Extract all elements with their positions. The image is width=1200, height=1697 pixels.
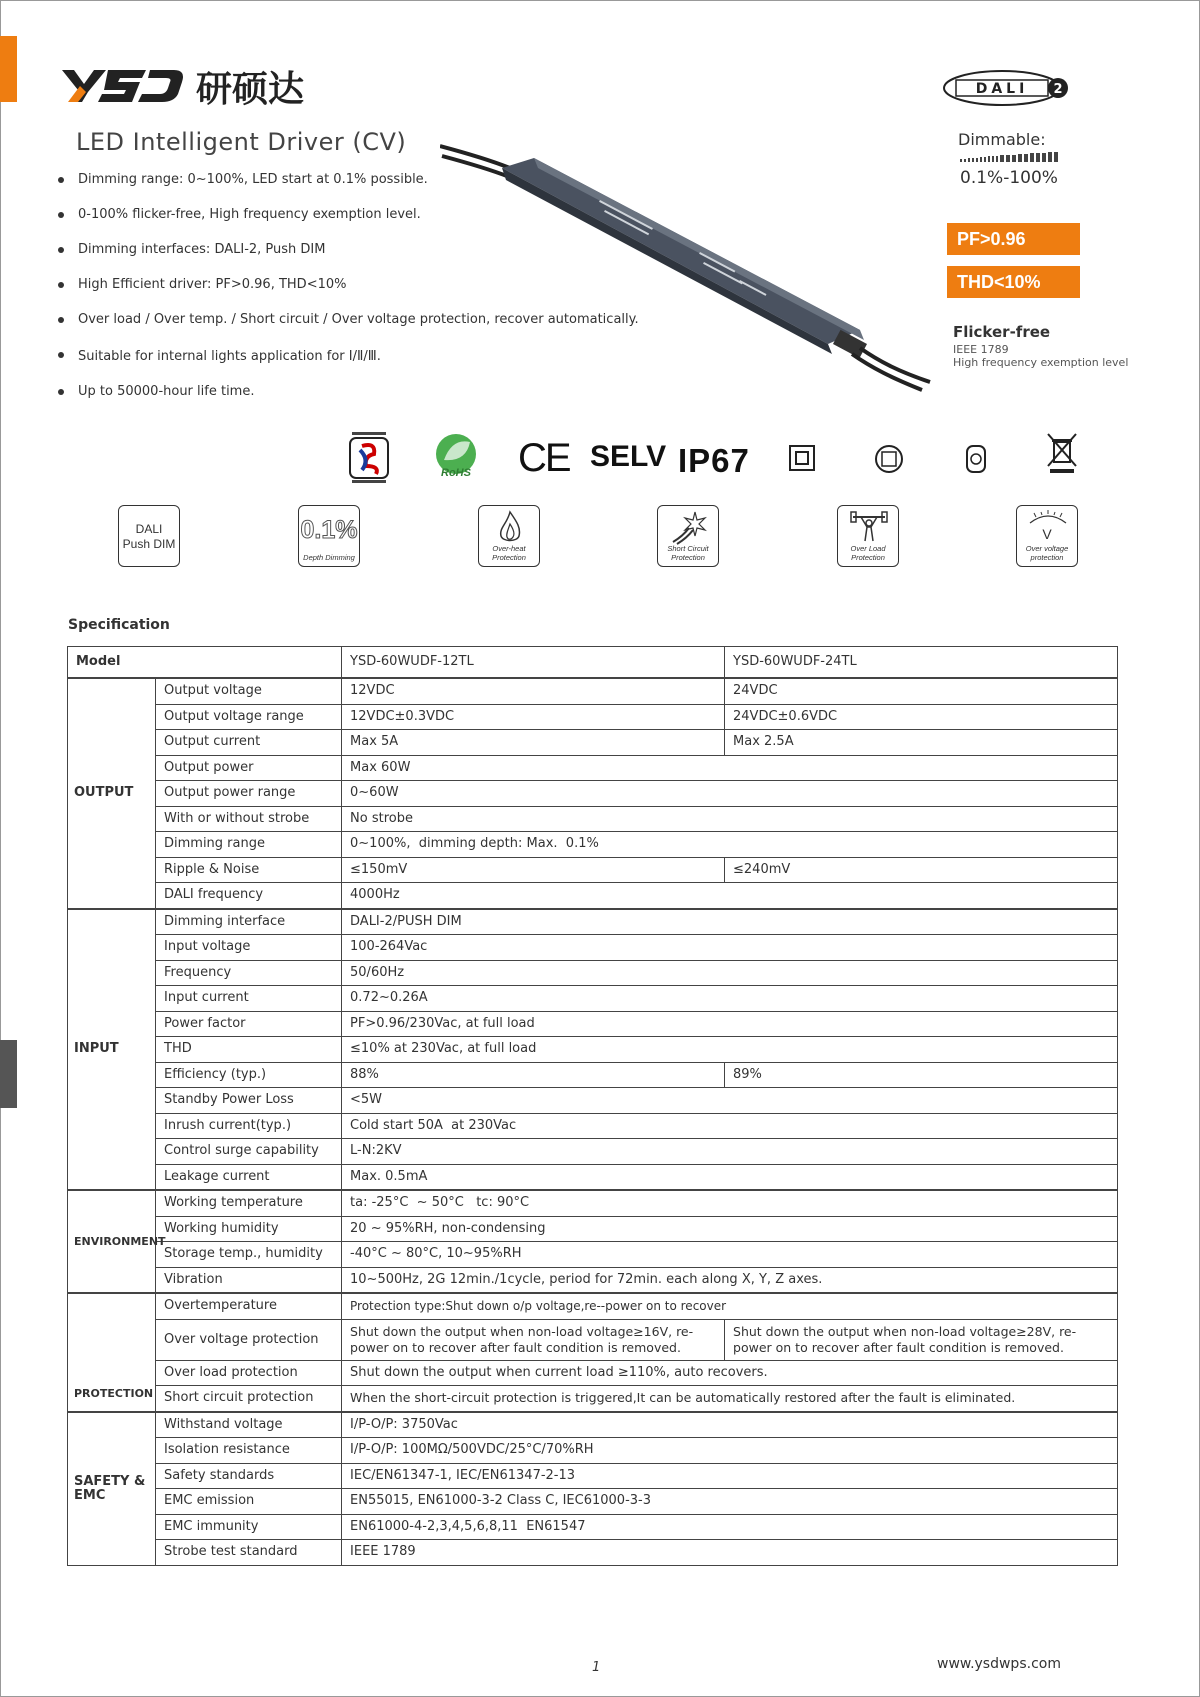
- dimming-bar: [976, 158, 978, 162]
- dimming-bar: [964, 159, 966, 162]
- flicker-free-title: Flicker-free: [953, 323, 1051, 341]
- weightlifter-icon: [849, 509, 889, 545]
- row-label: Power factor: [156, 1011, 342, 1037]
- table-row: [68, 1514, 1118, 1540]
- built-in-driver-icon: [964, 444, 988, 474]
- short-circuit-caption: [658, 544, 718, 562]
- row-value: When the short-circuit protection is triggered,It can be automatically restored after the fault is eliminated.: [342, 1386, 1118, 1412]
- row-label: Leakage current: [156, 1164, 342, 1190]
- row-value: I/P-O/P: 3750Vac: [342, 1412, 1118, 1438]
- flame-icon: [495, 510, 525, 546]
- category-environment: ENVIRONMENT: [68, 1190, 156, 1293]
- row-value: Shut down the output when non-load voltage≥16V, re-power on to recover after fault condition is removed.: [342, 1319, 725, 1360]
- dimming-bar: [992, 156, 994, 162]
- row-label: Working temperature: [156, 1190, 342, 1216]
- voltage-symbol: V: [1042, 526, 1052, 542]
- dimmable-range: 0.1%-100%: [960, 168, 1058, 188]
- rohs-icon: [432, 432, 480, 480]
- row-value: I/P-O/P: 100MΩ/500VDC/25°C/70%RH: [342, 1438, 1118, 1464]
- table-header-row: [68, 647, 1118, 679]
- table-row: [68, 986, 1118, 1012]
- dimming-bar: [984, 157, 986, 162]
- row-label: Withstand voltage: [156, 1412, 342, 1438]
- dimming-bar: [972, 158, 974, 162]
- thd-badge: THD<10%: [947, 266, 1080, 298]
- table-row: [68, 1386, 1118, 1412]
- dali-logo-text: DALI: [975, 81, 1029, 97]
- model-label: Model: [68, 647, 342, 679]
- table-row: [68, 1489, 1118, 1515]
- row-label: Output voltage: [156, 678, 342, 704]
- row-label: Short circuit protection: [156, 1386, 342, 1412]
- row-value: EN55015, EN61000-3-2 Class C, IEC61000-3-3: [342, 1489, 1118, 1515]
- category-safety-emc: SAFETY & EMC: [68, 1412, 156, 1566]
- row-value: Shut down the output when current load ≥110%, auto recovers.: [342, 1360, 1118, 1386]
- row-label: Over voltage protection: [156, 1319, 342, 1360]
- row-value: Max 5A: [342, 730, 725, 756]
- gray-edge-tab: [0, 1040, 17, 1108]
- row-value: 88%: [342, 1062, 725, 1088]
- caption-line2: Protection: [851, 553, 885, 562]
- dimming-bar: [960, 159, 962, 162]
- category-input: INPUT: [68, 909, 156, 1191]
- caption-line1: Over-heat: [492, 544, 526, 553]
- caption-line1: Over Load: [850, 544, 886, 553]
- independent-use-icon: [874, 444, 904, 474]
- dimming-bar: [1024, 154, 1028, 162]
- row-label: Input voltage: [156, 935, 342, 961]
- feature-item: 0-100% flicker-free, High frequency exemption level.: [58, 207, 678, 242]
- table-row: [68, 1216, 1118, 1242]
- row-value: 24VDC: [725, 678, 1118, 704]
- table-row: [68, 1062, 1118, 1088]
- dimming-bar: [980, 157, 982, 162]
- table-row: [68, 1113, 1118, 1139]
- row-value: 0~60W: [342, 781, 1118, 807]
- weee-bin-icon: [1046, 432, 1078, 474]
- table-row: [68, 1540, 1118, 1566]
- dimming-bar: [1012, 155, 1016, 162]
- table-row: [68, 704, 1118, 730]
- row-value: DALI-2/PUSH DIM: [342, 909, 1118, 935]
- dimming-bar: [968, 158, 970, 162]
- flicker-free-details: [953, 343, 1128, 369]
- table-row: [68, 832, 1118, 858]
- feature-item: Dimming interfaces: DALI-2, Push DIM: [58, 242, 678, 277]
- caption-line2: Protection: [492, 553, 526, 562]
- specification-heading: Specification: [68, 617, 170, 633]
- feature-item: Suitable for internal lights application for Ⅰ/Ⅱ/Ⅲ.: [58, 347, 678, 384]
- row-value: 4000Hz: [342, 883, 1118, 909]
- short-circuit-protection-icon: [657, 505, 719, 567]
- row-label: Strobe test standard: [156, 1540, 342, 1566]
- table-row: [68, 730, 1118, 756]
- over-heat-caption: [479, 544, 539, 562]
- row-value: 89%: [725, 1062, 1118, 1088]
- dali-push-dim-feature-icon: [118, 505, 180, 567]
- row-value: 0~100%, dimming depth: Max. 0.1%: [342, 832, 1118, 858]
- row-label: EMC emission: [156, 1489, 342, 1515]
- row-value: 10~500Hz, 2G 12min./1cycle, period for 72min. each along X, Y, Z axes.: [342, 1267, 1118, 1293]
- dimming-bar: [1036, 153, 1040, 162]
- row-label: Over load protection: [156, 1360, 342, 1386]
- caption-line1: Over voltage: [1025, 544, 1069, 553]
- table-row: [68, 909, 1118, 935]
- row-value: 12VDC: [342, 678, 725, 704]
- dimming-bar: [1048, 152, 1052, 162]
- row-label: DALI frequency: [156, 883, 342, 909]
- row-value: No strobe: [342, 806, 1118, 832]
- table-row: [68, 1360, 1118, 1386]
- row-label: Overtemperature: [156, 1293, 342, 1319]
- table-row: [68, 1412, 1118, 1438]
- website-link[interactable]: www.ysdwps.com: [937, 1656, 1061, 1672]
- voltmeter-scale-icon: [1026, 509, 1070, 525]
- row-label: Output voltage range: [156, 704, 342, 730]
- row-label: Input current: [156, 986, 342, 1012]
- row-label: Output current: [156, 730, 342, 756]
- row-label: EMC immunity: [156, 1514, 342, 1540]
- row-value: L-N:2KV: [342, 1139, 1118, 1165]
- caption-line2: Protection: [671, 553, 705, 562]
- row-label: Ripple & Noise: [156, 857, 342, 883]
- table-row: [68, 1011, 1118, 1037]
- row-label: Inrush current(typ.): [156, 1113, 342, 1139]
- category-output: OUTPUT: [68, 678, 156, 909]
- dimming-bar: [1042, 153, 1046, 162]
- ce-mark: CE: [518, 436, 570, 480]
- row-label: Isolation resistance: [156, 1438, 342, 1464]
- row-label: Vibration: [156, 1267, 342, 1293]
- table-row: [68, 1319, 1118, 1360]
- row-value: ≤240mV: [725, 857, 1118, 883]
- row-label: Dimming interface: [156, 909, 342, 935]
- row-value: Shut down the output when non-load voltage≥28V, re-power on to recover after fault condition is removed.: [725, 1319, 1118, 1360]
- table-row: [68, 755, 1118, 781]
- class-ii-double-square-icon: [788, 444, 816, 472]
- flicker-level: High frequency exemption level: [953, 356, 1129, 369]
- dimming-level-bars: [960, 152, 1058, 162]
- row-value: Cold start 50A at 230Vac: [342, 1113, 1118, 1139]
- over-voltage-protection-icon: [1016, 505, 1078, 567]
- row-value: 0.72~0.26A: [342, 986, 1118, 1012]
- page-title: LED Intelligent Driver (CV): [76, 128, 407, 156]
- feature-item: Up to 50000-hour life time.: [58, 384, 678, 419]
- row-value: 12VDC±0.3VDC: [342, 704, 725, 730]
- model-col-24v: YSD-60WUDF-24TL: [725, 647, 1118, 679]
- dimming-bar: [1000, 155, 1004, 162]
- row-label: Storage temp., humidity: [156, 1242, 342, 1268]
- specification-table: [67, 646, 1118, 1566]
- row-label: Efficiency (typ.): [156, 1062, 342, 1088]
- row-label: Output power range: [156, 781, 342, 807]
- table-row: [68, 806, 1118, 832]
- row-label: Standby Power Loss: [156, 1088, 342, 1114]
- row-value: 24VDC±0.6VDC: [725, 704, 1118, 730]
- row-value: EN61000-4-2,3,4,5,6,8,11 EN61547: [342, 1514, 1118, 1540]
- row-label: Working humidity: [156, 1216, 342, 1242]
- caption-line2: protection: [1030, 553, 1064, 562]
- over-load-protection-icon: [837, 505, 899, 567]
- pf-badge: PF>0.96: [947, 223, 1080, 255]
- row-label: Control surge capability: [156, 1139, 342, 1165]
- ysd-logo-mark: [62, 66, 186, 106]
- row-value: ta: -25°C ~ 50°C tc: 90°C: [342, 1190, 1118, 1216]
- selv-mark: SELV: [590, 440, 667, 473]
- table-row: [68, 960, 1118, 986]
- over-heat-protection-icon: [478, 505, 540, 567]
- table-row: [68, 678, 1118, 704]
- table-row: [68, 1190, 1118, 1216]
- row-value: PF>0.96/230Vac, at full load: [342, 1011, 1118, 1037]
- dimming-bar: [1018, 154, 1022, 162]
- row-value: 100-264Vac: [342, 935, 1118, 961]
- dimming-bar: [988, 156, 990, 162]
- row-label: Safety standards: [156, 1463, 342, 1489]
- table-row: [68, 1088, 1118, 1114]
- row-label: Output power: [156, 755, 342, 781]
- row-label: Frequency: [156, 960, 342, 986]
- table-row: [68, 781, 1118, 807]
- row-label: With or without strobe: [156, 806, 342, 832]
- row-value: Max 2.5A: [725, 730, 1118, 756]
- caption-line1: Short Circuit: [667, 544, 709, 553]
- feature-icon-line2: Push DIM: [122, 537, 176, 551]
- model-col-12v: YSD-60WUDF-12TL: [342, 647, 725, 679]
- row-label: Dimming range: [156, 832, 342, 858]
- row-value: IEEE 1789: [342, 1540, 1118, 1566]
- depth-dimming-feature-icon: [298, 505, 360, 567]
- table-row: [68, 1037, 1118, 1063]
- page-number: 1: [592, 1660, 601, 1675]
- rohs-label: RoHS: [441, 467, 471, 479]
- dali-logo-version: 2: [1053, 82, 1063, 97]
- spark-icon: [669, 508, 709, 546]
- table-row: [68, 857, 1118, 883]
- row-value: -40°C ~ 80°C, 10~95%RH: [342, 1242, 1118, 1268]
- depth-dimming-value: 0.1%: [300, 516, 358, 544]
- row-value: IEC/EN61347-1, IEC/EN61347-2-13: [342, 1463, 1118, 1489]
- table-row: [68, 1267, 1118, 1293]
- table-row: [68, 1139, 1118, 1165]
- dimming-bar: [1030, 153, 1034, 162]
- over-load-caption: [838, 544, 898, 562]
- brand-chinese-name: 研硕达: [196, 68, 305, 110]
- depth-dimming-caption: Depth Dimming: [303, 553, 355, 562]
- table-row: [68, 1463, 1118, 1489]
- dimming-bar: [1054, 152, 1058, 162]
- feature-item: High Efficient driver: PF>0.96, THD<10%: [58, 277, 678, 312]
- table-row: [68, 1293, 1118, 1319]
- brand-logo: [62, 64, 304, 108]
- table-row: [68, 1438, 1118, 1464]
- row-value: ≤150mV: [342, 857, 725, 883]
- table-row: [68, 1164, 1118, 1190]
- ip67-mark: IP67: [678, 442, 750, 479]
- over-voltage-caption: [1017, 544, 1077, 562]
- flicker-standard: IEEE 1789: [953, 343, 1009, 356]
- table-row: [68, 1242, 1118, 1268]
- orange-edge-tab: [0, 36, 17, 102]
- feature-item: Dimming range: 0~100%, LED start at 0.1% possible.: [58, 172, 678, 207]
- category-protection: PROTECTION: [68, 1293, 156, 1412]
- dimming-bar: [1006, 155, 1010, 162]
- row-value: Max 60W: [342, 755, 1118, 781]
- led-driver-product-image: [440, 140, 960, 400]
- dali-2-logo: [942, 68, 1072, 108]
- certification-seal-icon: [346, 430, 392, 486]
- row-value: ≤10% at 230Vac, at full load: [342, 1037, 1118, 1063]
- feature-icon-line1: DALI: [135, 522, 163, 536]
- row-value: 50/60Hz: [342, 960, 1118, 986]
- row-value: 20 ~ 95%RH, non-condensing: [342, 1216, 1118, 1242]
- row-value: Max. 0.5mA: [342, 1164, 1118, 1190]
- dimmable-label: Dimmable:: [958, 130, 1046, 149]
- table-row: [68, 935, 1118, 961]
- table-row: [68, 883, 1118, 909]
- dimming-bar: [996, 156, 998, 162]
- feature-item: Over load / Over temp. / Short circuit / Over voltage protection, recover automatically.: [58, 312, 678, 347]
- row-value: Protection type:Shut down o/p voltage,re--power on to recover: [342, 1293, 1118, 1319]
- row-value: <5W: [342, 1088, 1118, 1114]
- row-label: THD: [156, 1037, 342, 1063]
